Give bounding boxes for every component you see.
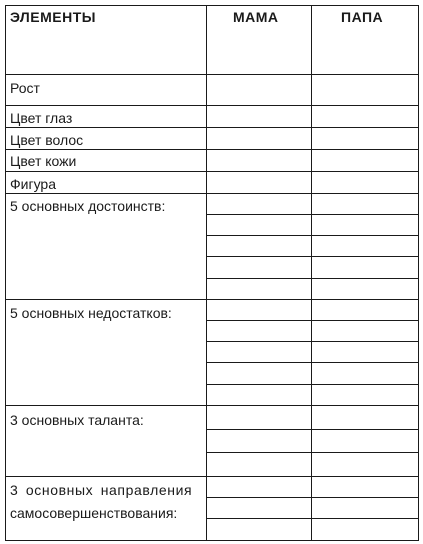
table-border-top	[5, 5, 419, 6]
row-label-strengths: 5 основных достоинств:	[10, 198, 166, 214]
row-divider	[5, 127, 419, 128]
sub-row-divider	[206, 429, 419, 430]
row-divider	[5, 193, 419, 194]
row-label-skin-color: Цвет кожи	[10, 153, 77, 169]
sub-row-divider	[206, 278, 419, 279]
row-divider	[5, 74, 419, 75]
table-border-bottom	[5, 540, 419, 541]
row-divider	[5, 299, 419, 300]
row-label-talents: 3 основных таланта:	[10, 412, 144, 428]
header-mom: МАМА	[233, 9, 279, 25]
row-divider	[5, 149, 419, 150]
row-label-height: Рост	[10, 80, 40, 96]
sub-row-divider	[206, 214, 419, 215]
column-divider-mom	[206, 5, 207, 541]
sub-row-divider	[206, 362, 419, 363]
row-divider	[5, 476, 419, 477]
sub-row-divider	[206, 235, 419, 236]
sub-row-divider	[206, 256, 419, 257]
header-elements: ЭЛЕМЕНТЫ	[10, 9, 96, 25]
table-border-right	[418, 5, 419, 541]
row-label-self-improvement-line2: самосовершенствования:	[10, 505, 178, 521]
row-label-figure: Фигура	[10, 176, 56, 192]
row-divider	[5, 171, 419, 172]
sub-row-divider	[206, 320, 419, 321]
sub-row-divider	[206, 384, 419, 385]
sub-row-divider	[206, 518, 419, 519]
row-label-weaknesses: 5 основных недостатков:	[10, 305, 172, 321]
sub-row-divider	[206, 497, 419, 498]
row-label-self-improvement-line1: 3 основных направления	[10, 482, 193, 498]
row-divider	[5, 405, 419, 406]
row-label-hair-color: Цвет волос	[10, 132, 84, 148]
column-divider-dad	[311, 5, 312, 541]
table-border-left	[5, 5, 6, 541]
sub-row-divider	[206, 341, 419, 342]
row-label-eye-color: Цвет глаз	[10, 110, 73, 126]
header-dad: ПАПА	[341, 9, 384, 25]
row-divider	[5, 105, 419, 106]
sub-row-divider	[206, 452, 419, 453]
